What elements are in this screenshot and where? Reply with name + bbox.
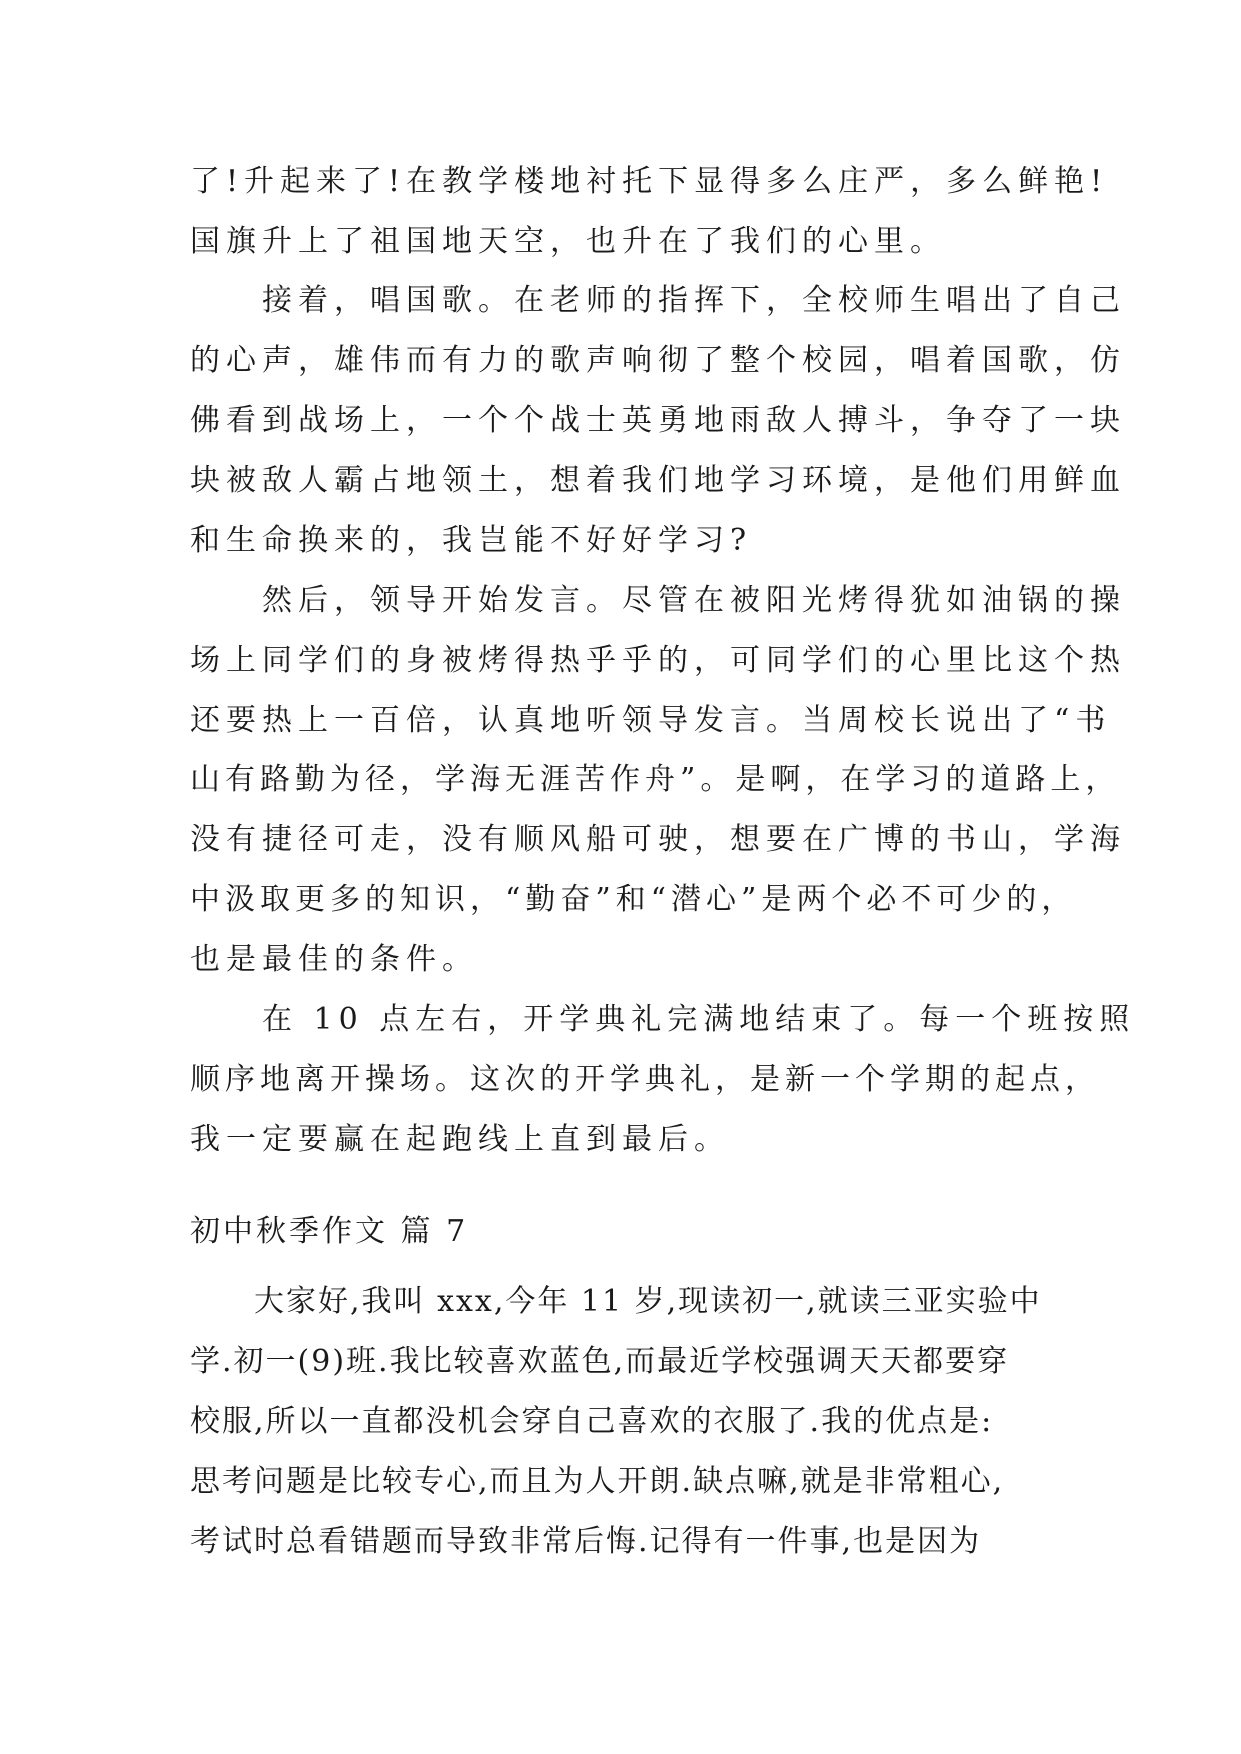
text-line: 顺序地离开操场。这次的开学典礼，是新一个学期的起点， [190, 1062, 1100, 1097]
text-line: 山有路勤为径，学海无涯苦作舟”。是啊，在学习的道路上， [190, 762, 1121, 797]
text-line: 接着，唱国歌。在老师的指挥下，全校师生唱出了自己 [190, 283, 1126, 318]
section-heading: 初中秋季作文 篇 7 [190, 1214, 469, 1249]
text-line: 然后，领导开始发言。尽管在被阳光烤得犹如油锅的操 [190, 583, 1126, 618]
text-line: 和生命换来的，我岂能不好好学习? [190, 523, 753, 558]
text-line: 中汲取更多的知识，“勤奋”和“潜心”是两个必不可少的， [190, 882, 1077, 917]
text-line: 场上同学们的身被烤得热乎乎的，可同学们的心里比这个热 [190, 643, 1126, 678]
text-line: 没有捷径可走，没有顺风船可驶，想要在广博的书山，学海 [190, 822, 1126, 857]
text-line: 大家好,我叫 xxx,今年 11 岁,现读初一,就读三亚实验中 [190, 1284, 1042, 1319]
text-line: 我一定要赢在起跑线上直到最后。 [190, 1122, 730, 1157]
text-line: 还要热上一百倍，认真地听领导发言。当周校长说出了“书 [190, 703, 1112, 738]
text-line: 国旗升上了祖国地天空，也升在了我们的心里。 [190, 224, 946, 259]
text-line: 的心声，雄伟而有力的歌声响彻了整个校园，唱着国歌，仿 [190, 343, 1126, 378]
text-line: 在 10 点左右，开学典礼完满地结束了。每一个班按照 [190, 1002, 1136, 1037]
text-line: 考试时总看错题而导致非常后悔.记得有一件事,也是因为 [190, 1524, 982, 1559]
text-line: 也是最佳的条件。 [190, 942, 478, 977]
text-line: 校服,所以一直都没机会穿自己喜欢的衣服了.我的优点是: [190, 1404, 994, 1439]
text-line: 思考问题是比较专心,而且为人开朗.缺点嘛,就是非常粗心, [190, 1464, 1005, 1499]
text-line: 学.初一(9)班.我比较喜欢蓝色,而最近学校强调天天都要穿 [190, 1344, 1010, 1379]
text-line: 了!升起来了!在教学楼地衬托下显得多么庄严，多么鲜艳! [190, 164, 1109, 199]
text-line: 佛看到战场上，一个个战士英勇地雨敌人搏斗，争夺了一块 [190, 403, 1126, 438]
text-line: 块被敌人霸占地领土，想着我们地学习环境，是他们用鲜血 [190, 463, 1126, 498]
